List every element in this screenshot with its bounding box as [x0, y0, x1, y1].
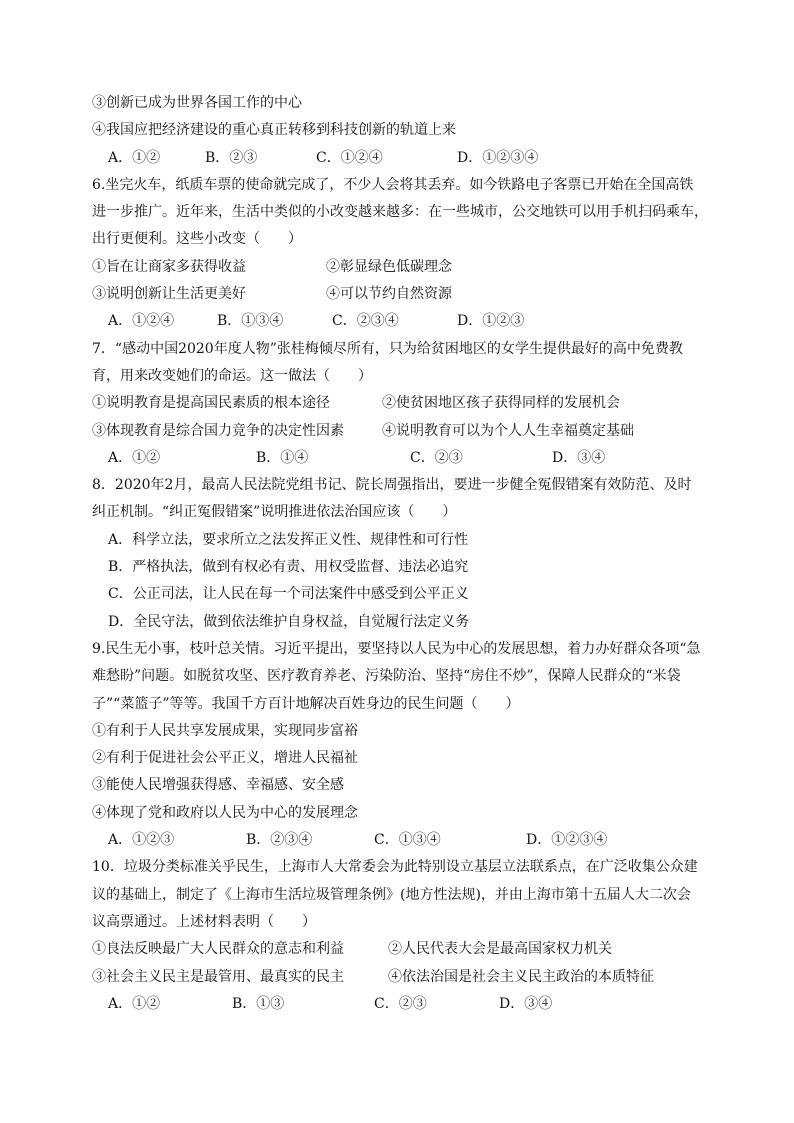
q10-statement-4: ④依法治国是社会主义民主政治的本质特征 — [388, 968, 654, 985]
q8-option-d: D．全民守法，做到依法维护自身权益，自觉履行法定义务 — [108, 613, 470, 630]
q7-statements-row-1 — [92, 390, 712, 417]
q5-option-b: B．②③ — [205, 149, 258, 166]
q9-stem-line-3: 子”“菜篮子”等等。我国千方百计地解决百姓身边的民生问题（ ） — [92, 695, 520, 712]
q10-stem-line-3: 议高票通过。上述材料表明（ ） — [92, 913, 316, 930]
q6-stem-line-1: 6.坐完火车，纸质车票的使命就完成了，不少人会将其丢弃。如今铁路电子客票已开始在全国高铁 — [92, 176, 694, 193]
q6-options — [92, 308, 712, 335]
q6-statements-row-1 — [92, 254, 712, 281]
q9-statement-4: ④体现了党和政府以人民为中心的发展理念 — [92, 804, 358, 821]
q5-option-c: C．①②④ — [316, 149, 383, 166]
q10-stem-line-1: 10．垃圾分类标准关乎民生，上海市人大常委会为此特别设立基层立法联系点，在广泛收集公众建 — [92, 859, 698, 876]
q7-statements-row-2 — [92, 418, 712, 445]
q7-stem-line-1: 7．“感动中国2020年度人物”张桂梅倾尽所有，只为给贫困地区的女学生提供最好的高中免费教 — [92, 340, 683, 357]
q6-option-b: B．①③④ — [217, 313, 284, 330]
question-list — [92, 90, 712, 1018]
q6-statement-3: ③说明创新让生活更美好 — [92, 286, 246, 303]
q6-stem-line-2: 进一步推广。近年来，生活中类似的小改变越来越多：在一些城市，公交地铁可以用手机扫码乘车， — [92, 204, 708, 221]
q10-option-a: A．①② — [108, 995, 161, 1012]
q9-option-c: C．①③④ — [374, 832, 441, 849]
q7-statement-4: ④说明教育可以为个人人生幸福奠定基础 — [382, 422, 634, 439]
q8-stem-line-2: 纠正机制。“纠正冤假错案”说明推进依法治国应该（ ） — [92, 504, 457, 521]
q10-statements-row-1 — [92, 936, 712, 963]
q7-options — [92, 445, 712, 472]
q10-option-b: B．①③ — [232, 995, 285, 1012]
q10-options — [92, 991, 712, 1018]
q10-statements-row-2 — [92, 964, 712, 991]
q6-statements-row-2 — [92, 281, 712, 308]
q6-option-a: A．①②④ — [108, 313, 175, 330]
q7-stem-line-2: 育，用来改变她们的命运。这一做法（ ） — [92, 367, 372, 384]
q9-statement-1: ①有利于人民共享发展成果，实现同步富裕 — [92, 722, 358, 739]
q7-option-d: D．③④ — [552, 449, 606, 466]
q7-option-c: C．②③ — [410, 449, 463, 466]
q6-statement-2: ②彰显绿色低碳理念 — [326, 258, 452, 275]
q5-statement-4: ④我国应把经济建设的重心真正转移到科技创新的轨道上来 — [92, 122, 456, 139]
q7-statement-1: ①说明教育是提高国民素质的根本途径 — [92, 395, 330, 412]
q9-option-d: D．①②③④ — [526, 832, 608, 849]
q5-option-d: D．①②③④ — [457, 149, 539, 166]
q7-option-b: B．①④ — [256, 449, 309, 466]
q10-statement-1: ①良法反映最广大人民群众的意志和利益 — [92, 941, 344, 958]
q10-statement-3: ③社会主义民主是最管用、最真实的民主 — [92, 968, 344, 985]
q7-statement-3: ③体现教育是综合国力竞争的决定性因素 — [92, 422, 344, 439]
q9-option-a: A．①②③ — [108, 832, 175, 849]
q8-option-b: B．严格执法，做到有权必有责、用权受监督、违法必追究 — [108, 559, 469, 576]
q10-option-d: D．③④ — [499, 995, 553, 1012]
q7-option-a: A．①② — [108, 449, 161, 466]
q5-option-a: A．①② — [108, 149, 161, 166]
q6-option-d: D．①②③ — [457, 313, 525, 330]
q5-statement-3: ③创新已成为世界各国工作的中心 — [92, 95, 302, 111]
q10-statement-2: ②人民代表大会是最高国家权力机关 — [388, 941, 612, 958]
q7-statement-2: ②使贫困地区孩子获得同样的发展机会 — [382, 395, 620, 412]
q6-option-c: C．②③④ — [332, 313, 399, 330]
q9-stem-line-2: 难愁盼”问题。如脱贫攻坚、医疗教育养老、污染防治、坚持“房住不炒”，保障人民群众的“米袋 — [92, 668, 681, 685]
q6-statement-4: ④可以节约自然资源 — [326, 286, 452, 303]
q10-stem-line-2: 议的基础上，制定了《上海市生活垃圾管理条例》(地方性法规)，并由上海市第十五届人大二次会 — [92, 886, 691, 903]
q9-statement-2: ②有利于促进社会公平正义，增进人民福祉 — [92, 750, 358, 767]
q8-option-a: A．科学立法，要求所立之法发挥正义性、规律性和可行性 — [108, 531, 469, 548]
q9-stem-line-1: 9.民生无小事，枝叶总关情。习近平提出，要坚持以人民为中心的发展思想，着力办好群众各项“急 — [92, 640, 701, 657]
q8-stem-line-1: 8．2020年2月，最高人民法院党组书记、院长周强指出，要进一步健全冤假错案有效防范、及时 — [92, 477, 692, 494]
q6-statement-1: ①旨在让商家多获得收益 — [92, 258, 246, 275]
q6-stem-line-3: 出行更便利。这些小改变（ ） — [92, 231, 302, 248]
q9-option-b: B．②③④ — [246, 832, 313, 849]
q9-statement-3: ③能使人民增强获得感、幸福感、安全感 — [92, 777, 344, 794]
q8-option-c: C．公正司法，让人民在每一个司法案件中感受到公平正义 — [108, 586, 469, 603]
q10-option-c: C．②③ — [374, 995, 427, 1012]
q9-options — [92, 827, 712, 854]
q5-options — [92, 145, 712, 172]
